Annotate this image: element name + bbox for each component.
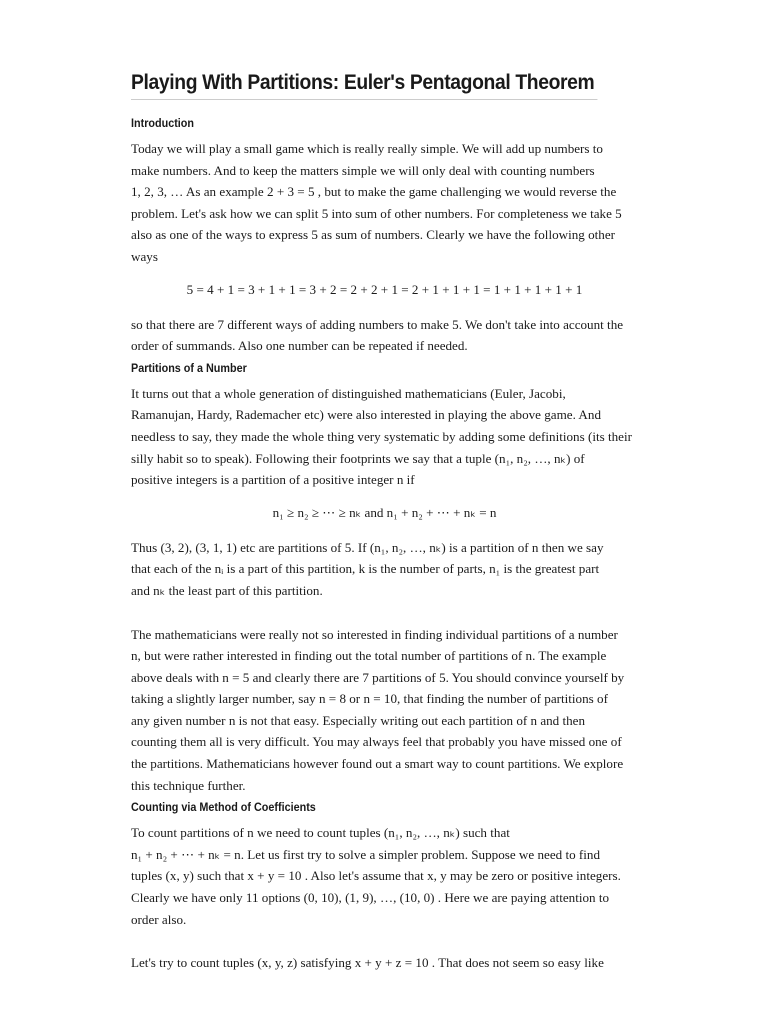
heading-counting: Counting via Method of Coefficients	[131, 800, 316, 815]
text-line: Clearly we have only 11 options (0, 10), (1, 9), …, (10, 0) . Here we are paying attention to	[131, 890, 610, 906]
heading-introduction: Introduction	[131, 116, 194, 130]
counting-paragraph	[131, 822, 638, 930]
intro-paragraph-2	[131, 314, 638, 357]
text-line: also as one of the ways to express 5 as sum of numbers. Clearly we have the following other	[131, 227, 615, 243]
text-line: and nₖ the least part of this partition.	[131, 582, 323, 598]
text-line: taking a slightly larger number, say n = 8 or n = 10, that finding the number of partitions of	[131, 691, 608, 707]
partitions-paragraph-2	[131, 537, 638, 602]
text-line: Let's try to count tuples (x, y, z) satisfying x + y + z = 10 . That does not seem so easy like	[131, 955, 604, 971]
text-line: The mathematicians were really not so interested in finding individual partitions of a number	[131, 626, 618, 642]
text-line: order also.	[131, 911, 187, 927]
text-line: tuples (x, y) such that x + y = 10 . Also let's assume that x, y may be zero or positive integers.	[131, 868, 621, 884]
text-line: counting them all is very difficult. You may always feel that probably you have missed one of	[131, 734, 622, 750]
text-line: ways	[131, 248, 158, 264]
text-line: above deals with n = 5 and clearly there are 7 partitions of 5. You should convince yourself by	[131, 669, 625, 685]
counting-paragraph-2	[131, 952, 638, 974]
text-line: any given number n is not that easy. Especially writing out each partition of n and then	[131, 712, 586, 728]
heading-partitions: Partitions of a Number	[131, 360, 247, 375]
equation-five-partitions: 5 = 4 + 1 = 3 + 1 + 1 = 3 + 2 = 2 + 2 + 1 = 2 + 1 + 1 + 1 = 1 + 1 + 1 + 1 + 1	[186, 281, 583, 297]
text-line: make numbers. And to keep the matters simple we will only deal with counting numbers	[131, 162, 595, 178]
text-line: needless to say, they made the whole thing very systematic by adding some definitions (its their	[131, 428, 632, 444]
text-line: order of summands. Also one number can be repeated if needed.	[131, 338, 468, 354]
partitions-paragraph-3	[131, 624, 638, 797]
article	[131, 64, 638, 974]
article-title: Playing With Partitions: Euler's Pentagonal Theorem	[131, 68, 597, 100]
text-line: problem. Let's ask how we can split 5 into sum of other numbers. For completeness we take 5	[131, 205, 622, 221]
text-line: Ramanujan, Hardy, Rademacher etc) were also interested in playing the above game. And	[131, 407, 601, 423]
text-line: 1, 2, 3, … As an example 2 + 3 = 5 , but to make the game challenging we would reverse the	[131, 184, 617, 200]
text-line: n, but were rather interested in finding out the total number of partitions of n. The example	[131, 648, 607, 664]
text-line: To count partitions of n we need to count tuples (n₁, n₂, …, nₖ) such that	[131, 825, 510, 841]
text-line: this technique further.	[131, 777, 246, 793]
equation-partition-definition: n₁ ≥ n₂ ≥ ⋯ ≥ nₖ and n₁ + n₂ + ⋯ + nₖ = n	[272, 504, 497, 520]
text-line: It turns out that a whole generation of distinguished mathematicians (Euler, Jacobi,	[131, 385, 566, 401]
text-line: so that there are 7 different ways of adding numbers to make 5. We don't take into account the	[131, 316, 624, 332]
text-line: Today we will play a small game which is really really simple. We will add up numbers to	[131, 141, 603, 156]
intro-paragraph	[131, 138, 638, 268]
text-line: positive integers is a partition of a positive integer n if	[131, 472, 415, 488]
text-line: n₁ + n₂ + ⋯ + nₖ = n. Let us first try to solve a simpler problem. Suppose we need to find	[131, 846, 600, 862]
partitions-paragraph	[131, 383, 638, 491]
text-line: the partitions. Mathematicians however found out a smart way to count partitions. We explore	[131, 756, 624, 772]
text-line: Thus (3, 2), (3, 1, 1) etc are partitions of 5. If (n₁, n₂, …, nₖ) is a partition of n then we say	[131, 539, 604, 555]
text-line: silly habit so to speak). Following their footprints we say that a tuple (n₁, n₂, …, nₖ) of	[131, 450, 585, 466]
text-line: that each of the nᵢ is a part of this partition, k is the number of parts, n₁ is the greatest part	[131, 561, 600, 577]
